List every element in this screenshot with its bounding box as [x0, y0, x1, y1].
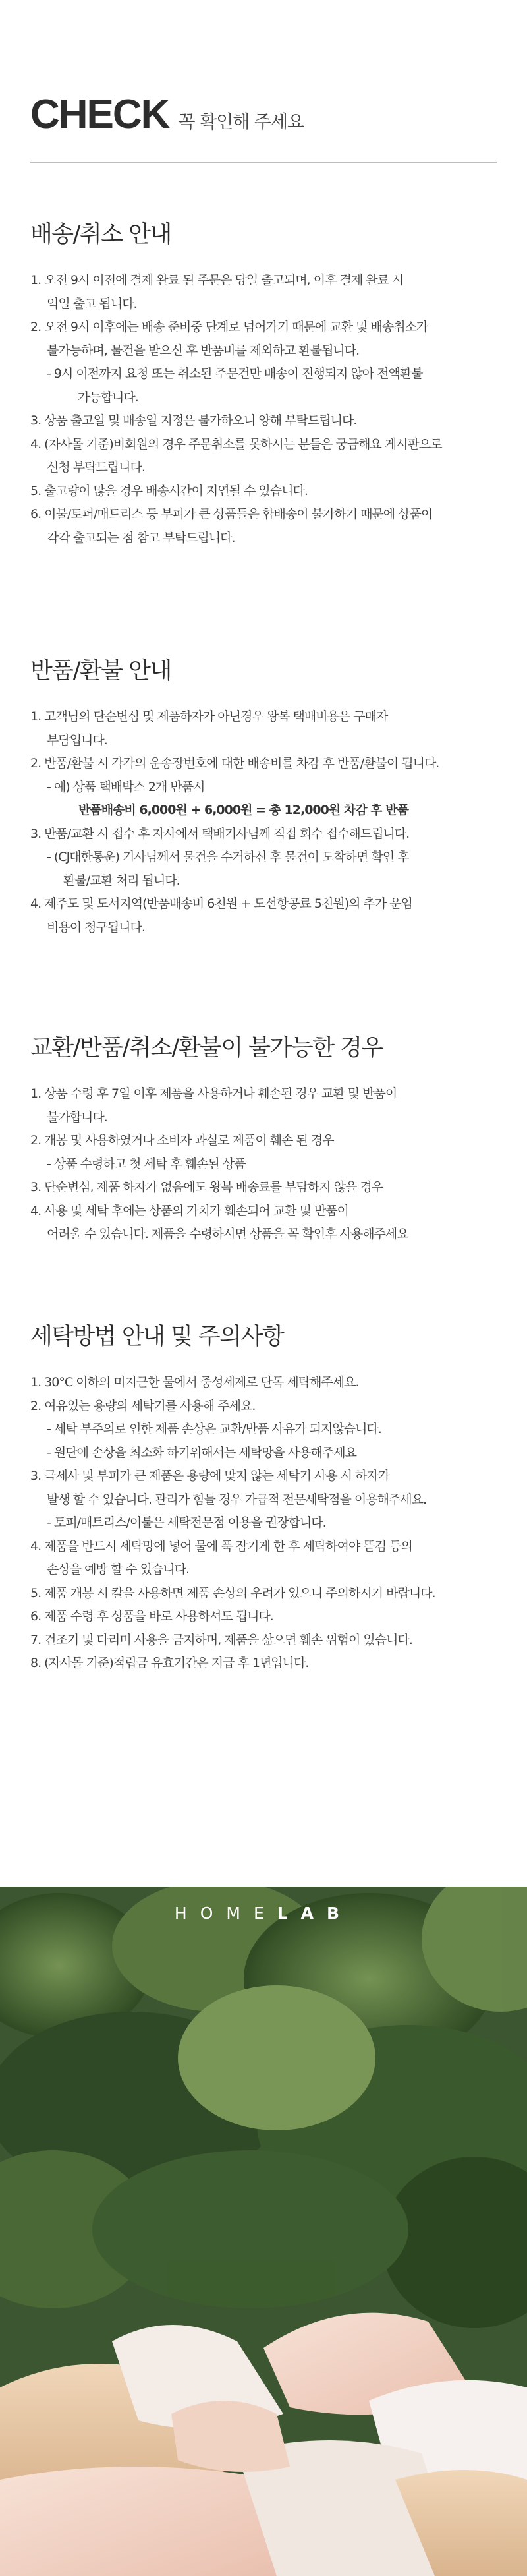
section-not-returnable	[30, 1030, 505, 1246]
section-title: 반품/환불 안내	[30, 658, 171, 684]
list-subitem: - 상품 수령하고 첫 세탁 후 훼손된 상품	[47, 1156, 246, 1171]
list-item: 6. 이불/토퍼/매트리스 등 부피가 큰 상품들은 합배송이 불가하기 때문에 상품이 각각 출고되는 점 참고 부탁드립니다.	[30, 507, 433, 545]
bedding-photo	[0, 1887, 527, 2576]
list-item: 6. 제품 수령 후 상품을 바로 사용하셔도 됩니다.	[30, 1609, 273, 1624]
brand-logo-home: HOME	[174, 1904, 277, 1923]
list-item: 2. 여유있는 용량의 세탁기를 사용해 주세요.	[30, 1398, 256, 1413]
list-subitem: - 토퍼/매트리스/이불은 세탁전문점 이용을 권장합니다.	[47, 1515, 326, 1530]
section-title: 세탁방법 안내 및 주의사항	[30, 1324, 284, 1350]
list-item: 5. 출고량이 많을 경우 배송시간이 지연될 수 있습니다.	[30, 483, 308, 498]
list-item: 3. 반품/교환 시 접수 후 자사에서 택배기사님께 직접 회수 접수해드립니다.	[30, 826, 410, 841]
list-subitem: - 세탁 부주의로 인한 제품 손상은 교환/반품 사유가 되지않습니다.	[47, 1422, 381, 1436]
list-item: 3. 단순변심, 제품 하자가 없음에도 왕복 배송료를 부담하지 않을 경우	[30, 1180, 383, 1194]
list-item: 2. 반품/환불 시 각각의 운송장번호에 대한 배송비를 차감 후 반품/환불이 됩니다.	[30, 756, 439, 771]
list-item: 4. (자사몰 기준)비회원의 경우 주문취소를 못하시는 분들은 궁금해요 게시판으로 신청 부탁드립니다.	[30, 436, 442, 475]
bedding-photo-illustration	[0, 1887, 527, 2576]
list-item: 1. 오전 9시 이전에 결제 완료 된 주문은 당일 출고되며, 이후 결제 완료 시 익일 출고 됩니다.	[30, 273, 404, 311]
list-item: 4. 제주도 및 도서지역(반품배송비 6천원 + 도선항공료 5천원)의 추가 운임 비용이 청구됩니다.	[30, 896, 412, 935]
list-item: 3. 상품 출고일 및 배송일 지정은 불가하오니 양해 부탁드립니다.	[30, 413, 357, 428]
check-title: CHECK	[30, 92, 169, 137]
header-divider	[30, 162, 497, 163]
list-subitem: - 9시 이전까지 요청 또는 취소된 주문건만 배송이 진행되지 않아 전액환불 가능합니다.	[47, 366, 423, 405]
section-washing	[30, 1318, 505, 1676]
list-item: 4. 사용 및 세탁 후에는 상품의 가치가 훼손되어 교환 및 반품이 어려울 수 있습니다. 제품을 수령하시면 상품을 꼭 확인후 사용해주세요	[30, 1203, 408, 1241]
brand-logo-lab: LAB	[277, 1904, 353, 1923]
return-fee-example: 반품배송비 6,000원 + 6,000원 = 총 12,000원 차감 후 반품	[78, 803, 408, 817]
list-item: 8. (자사몰 기준)적립금 유효기간은 지급 후 1년입니다.	[30, 1656, 309, 1670]
list-subitem: - 예) 상품 택배박스 2개 반품시	[47, 779, 205, 794]
check-subtitle: 꼭 확인해 주세요	[178, 112, 304, 132]
list-item: 3. 극세사 및 부피가 큰 제품은 용량에 맞지 않는 세탁기 사용 시 하자가 발생 할 수 있습니다. 관리가 힘들 경우 가급적 전문세탁점을 이용해주세요.	[30, 1469, 427, 1507]
section-title: 교환/반품/취소/환불이 불가능한 경우	[30, 1035, 383, 1061]
section-return-refund	[30, 653, 505, 939]
list-item: 1. 상품 수령 후 7일 이후 제품을 사용하거나 훼손된 경우 교환 및 반품이 불가합니다.	[30, 1086, 397, 1125]
list-item: 4. 제품을 반드시 세탁망에 넣어 물에 푹 잠기게 한 후 세탁하여야 뜯김 등의 손상을 예방 할 수 있습니다.	[30, 1538, 412, 1577]
list-item: 2. 개봉 및 사용하였거나 소비자 과실로 제품이 훼손 된 경우	[30, 1133, 334, 1148]
list-subitem: - (CJ대한통운) 기사님께서 물건을 수거하신 후 물건이 도착하면 확인 후 환불/교환 처리 됩니다.	[47, 850, 409, 888]
list-item: 5. 제품 개봉 시 칼을 사용하면 제품 손상의 우려가 있으니 주의하시기 바랍니다.	[30, 1585, 435, 1600]
list-item: 1. 고객님의 단순변심 및 제품하자가 아닌경우 왕복 택배비용은 구매자 부담입니다.	[30, 709, 388, 747]
list-item: 2. 오전 9시 이후에는 배송 준비중 단계로 넘어가기 때문에 교환 및 배송취소가 불가능하며, 물건을 받으신 후 반품비를 제외하고 환불됩니다.	[30, 320, 428, 358]
brand-logo	[0, 1904, 527, 1923]
section-title: 배송/취소 안내	[30, 221, 171, 248]
section-shipping-cancel	[30, 216, 505, 550]
check-header	[30, 91, 304, 137]
list-item: 7. 건조기 및 다리미 사용을 금지하며, 제품을 삶으면 훼손 위험이 있습니다.	[30, 1632, 412, 1647]
list-item: 1. 30°C 이하의 미지근한 물에서 중성세제로 단독 세탁해주세요.	[30, 1375, 359, 1390]
list-subitem: - 원단에 손상을 최소화 하기위해서는 세탁망을 사용해주세요	[47, 1445, 356, 1460]
